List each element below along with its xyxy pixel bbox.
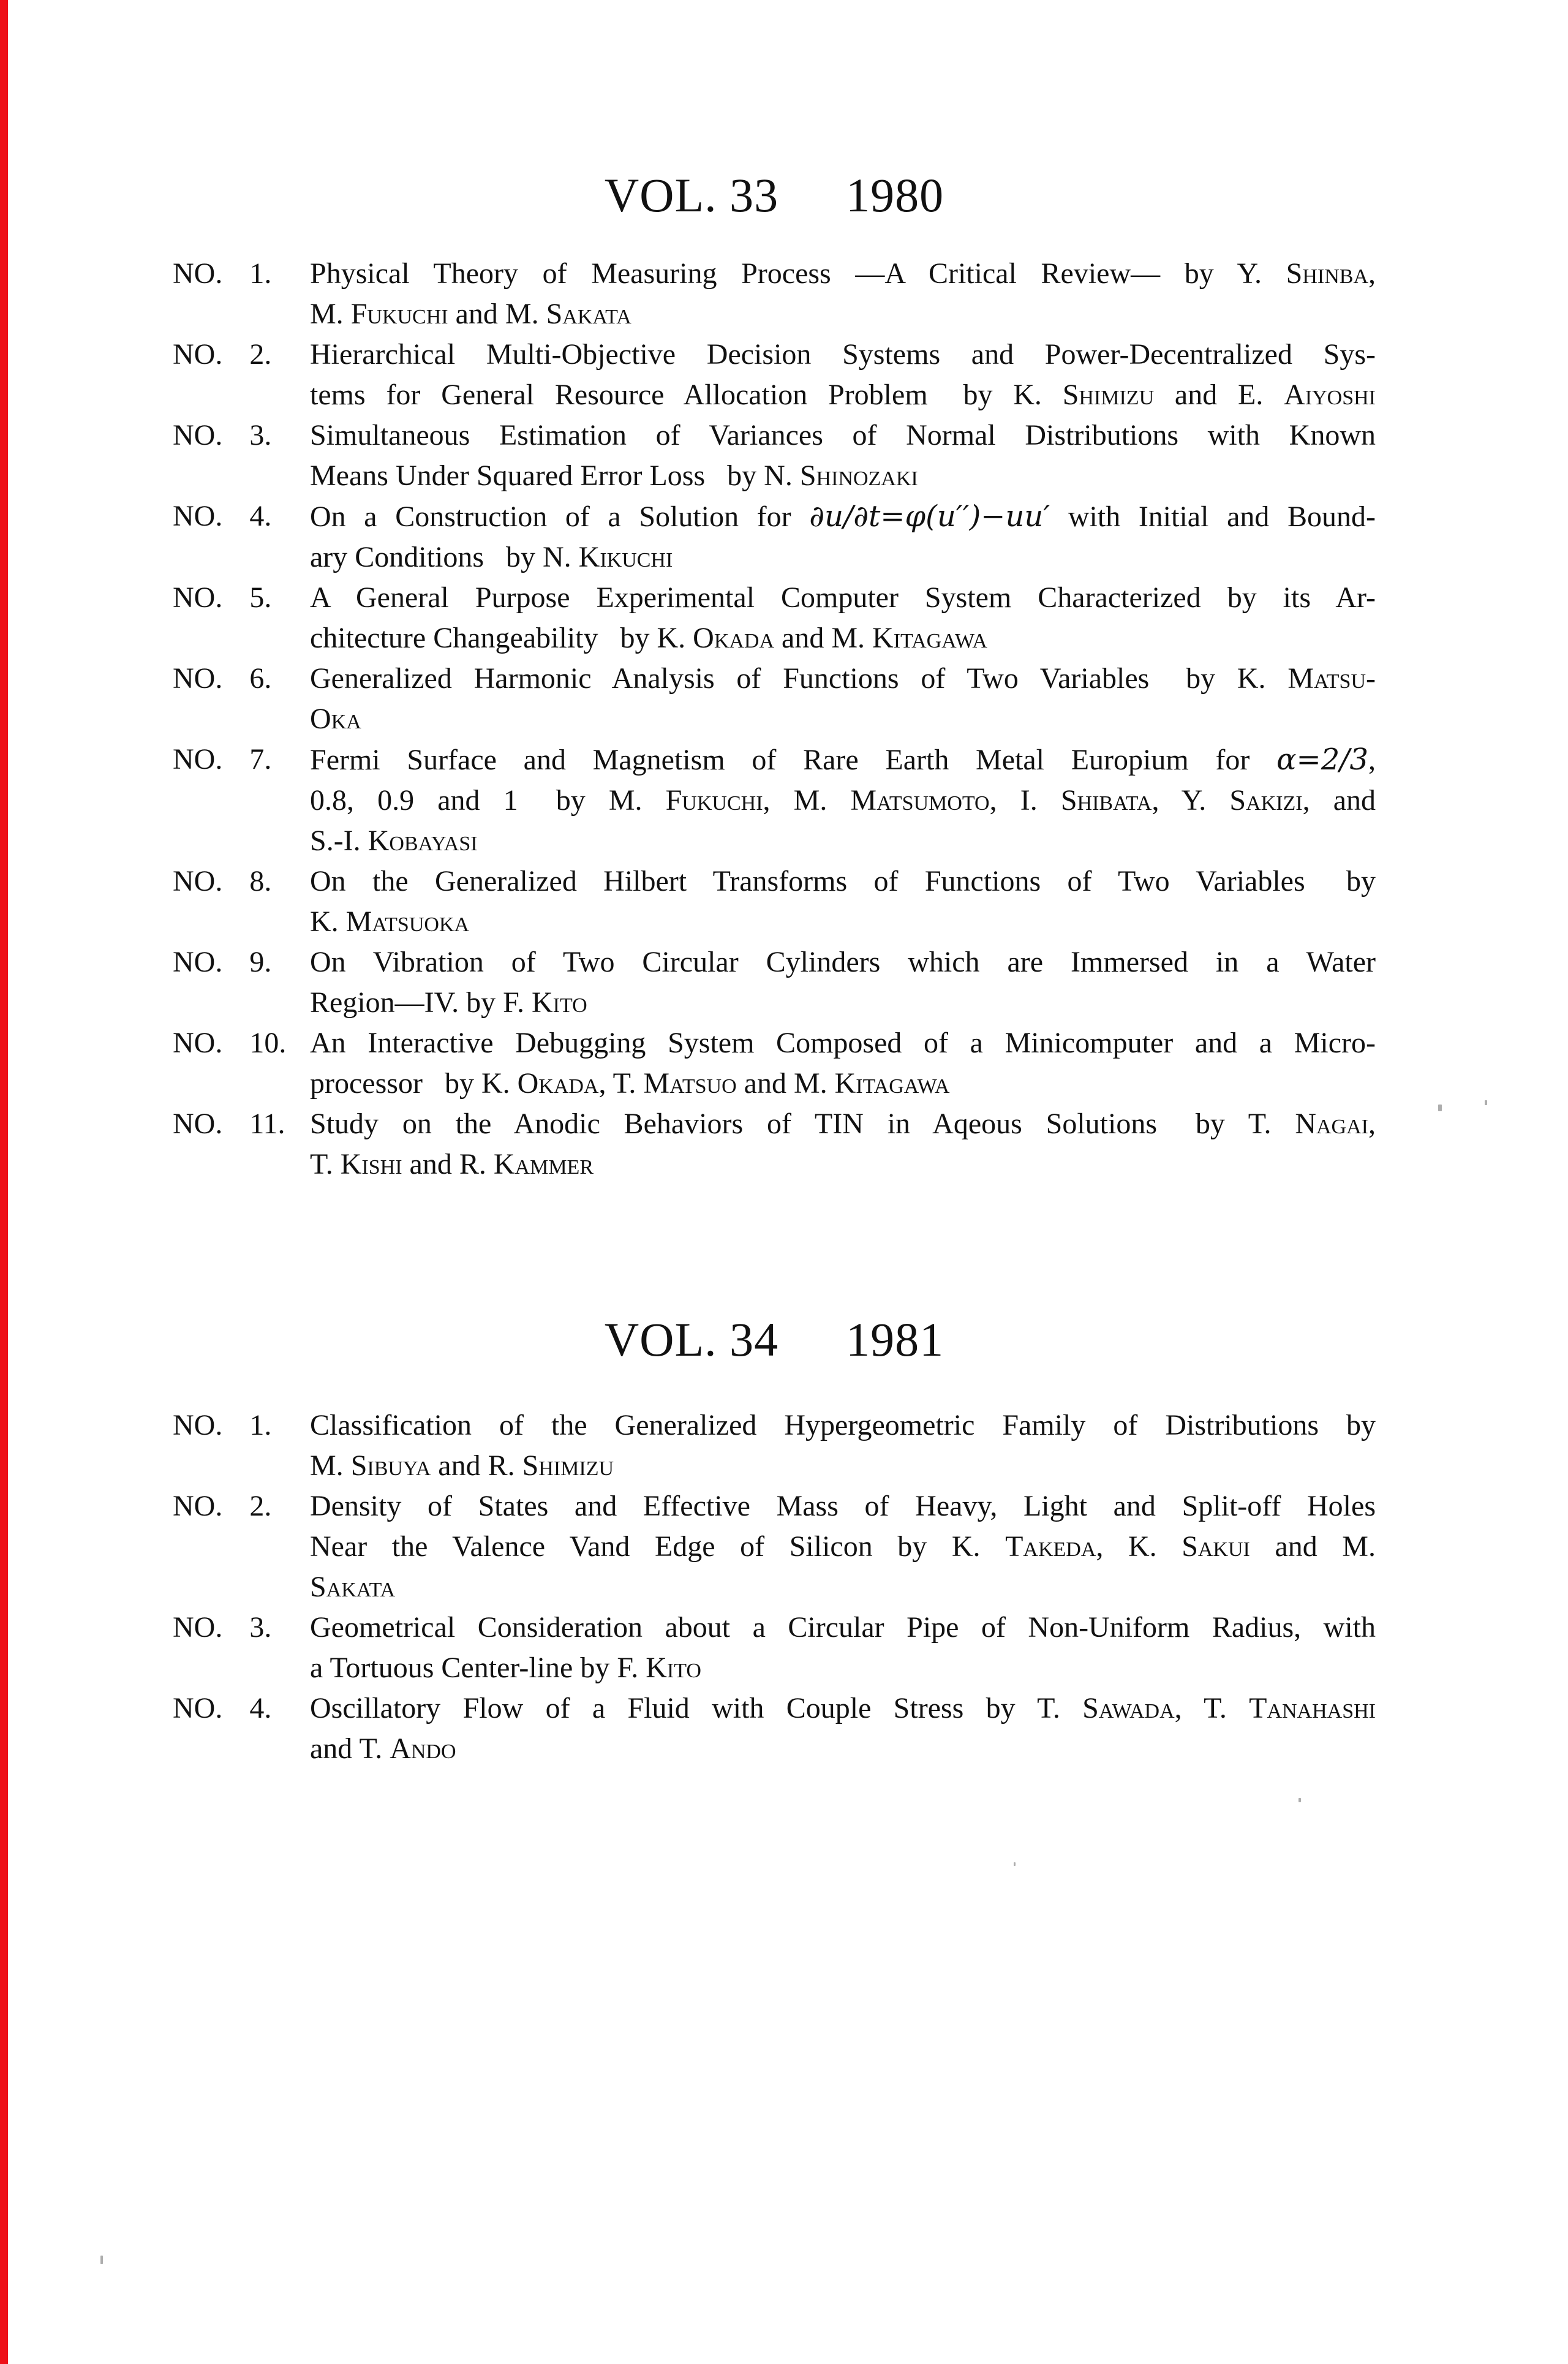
entry-no-label: NO. [173, 1490, 223, 1522]
entry-row [173, 942, 1376, 1023]
entry-title [310, 496, 1376, 578]
author-name: Kitagawa [834, 1067, 950, 1100]
toc-line [310, 294, 1376, 334]
entry-no-label: NO. [173, 1611, 223, 1644]
toc-line [310, 1729, 1376, 1769]
text-segment: processor by K. [310, 1067, 518, 1100]
author-name: Nagai [1295, 1108, 1368, 1140]
entry-row [173, 334, 1376, 415]
entry-number [173, 1688, 310, 1729]
text-segment: and R. [402, 1148, 494, 1180]
vol33-heading [173, 170, 1376, 221]
entry-title [310, 659, 1376, 739]
toc-line [310, 1486, 1376, 1527]
text-segment: Geometrical Consideration about a Circular Pipe of Non-Uniform Radius, with [310, 1611, 1376, 1644]
text-segment: , I. [989, 784, 1061, 817]
text-segment: , K. [1096, 1530, 1182, 1563]
toc-line [310, 861, 1376, 902]
entry-no-label: NO. [173, 419, 223, 451]
author-name: Shimizu [1062, 379, 1155, 411]
entry-number [173, 942, 310, 983]
entry-no-value: 1. [249, 1409, 272, 1441]
text-segment: and M. [448, 298, 546, 330]
toc-line [310, 821, 1376, 861]
toc-line [310, 1607, 1376, 1648]
text-segment: , [1368, 257, 1376, 290]
toc-line [310, 739, 1376, 780]
text-segment: and T. [310, 1732, 390, 1765]
toc-line [310, 780, 1376, 821]
scan-speck [1485, 1100, 1487, 1105]
toc-line [310, 1446, 1376, 1486]
entry-number [173, 415, 310, 456]
toc-line [310, 699, 1376, 739]
entry-no-label: NO. [173, 946, 223, 978]
entry-number [173, 1486, 310, 1527]
author-name: Fukuchi [350, 298, 448, 330]
toc-line [310, 1527, 1376, 1567]
text-segment: Density of States and Effective Mass of Heavy, Light and Split-off Holes [310, 1490, 1376, 1522]
text-segment: and M. [1250, 1530, 1376, 1563]
author-name: Kishi [340, 1148, 402, 1180]
entry-title [310, 254, 1376, 334]
entry-no-value: 11. [249, 1108, 285, 1140]
entry-no-label: NO. [173, 1027, 223, 1059]
toc-line [310, 496, 1376, 537]
toc-content [173, 0, 1376, 1769]
toc-line [310, 1104, 1376, 1144]
author-name: Kobayasi [368, 825, 478, 857]
author-name: Okada [693, 622, 775, 654]
toc-line [310, 1648, 1376, 1688]
entry-title [310, 861, 1376, 942]
author-name: Okada [517, 1067, 599, 1100]
entry-no-label: NO. [173, 581, 223, 614]
entry-no-label: NO. [173, 257, 223, 290]
entry-title [310, 1104, 1376, 1185]
text-segment: and R. [431, 1449, 522, 1482]
author-name: Shibata [1060, 784, 1152, 817]
author-name: Matsumoto [850, 784, 990, 817]
entry-row [173, 739, 1376, 861]
entry-number [173, 578, 310, 618]
author-name: Kito [531, 986, 587, 1019]
entry-row [173, 1023, 1376, 1104]
entry-no-value: 7. [249, 743, 272, 776]
author-name: Fukuchi [665, 784, 763, 817]
text-segment: A General Purpose Experimental Computer System Characterized by its Ar- [310, 581, 1376, 614]
text-segment: M. [310, 1449, 351, 1482]
text-segment: , T. [1174, 1692, 1250, 1724]
entry-row [173, 1405, 1376, 1486]
entry-no-value: 2. [249, 1490, 272, 1522]
author-name: Sakata [546, 298, 631, 330]
entry-no-value: 6. [249, 662, 272, 695]
entry-title [310, 1023, 1376, 1104]
scan-speck [1438, 1105, 1442, 1111]
entry-no-value: 5. [249, 581, 272, 614]
toc-line [310, 1144, 1376, 1185]
entry-no-value: 10. [249, 1027, 287, 1059]
entry-title [310, 578, 1376, 659]
entry-row [173, 1104, 1376, 1185]
text-segment: An Interactive Debugging System Composed of a Minicomputer and a Micro- [310, 1027, 1376, 1059]
text-segment: and E. [1154, 379, 1284, 411]
author-name: Matsuo [643, 1067, 737, 1100]
toc-line [310, 578, 1376, 618]
text-segment: chitecture Changeability by K. [310, 622, 693, 654]
entry-row [173, 659, 1376, 739]
entry-no-label: NO. [173, 743, 223, 776]
text-segment: Oscillatory Flow of a Fluid with Couple Stress by T. [310, 1692, 1083, 1724]
entry-number [173, 254, 310, 294]
toc-line [310, 334, 1376, 375]
entry-title [310, 942, 1376, 1023]
author-name: Ando [390, 1732, 456, 1765]
entry-number [173, 1607, 310, 1648]
entry-title [310, 1405, 1376, 1486]
entry-no-label: NO. [173, 500, 223, 532]
entry-row [173, 1688, 1376, 1769]
text-segment: Region—IV. by F. [310, 986, 532, 1019]
text-segment: On the Generalized Hilbert Transforms of Functions of Two Variables by [310, 865, 1376, 897]
entry-row [173, 578, 1376, 659]
text-segment: T. [310, 1148, 341, 1180]
author-name: Oka [310, 703, 361, 735]
toc-line [310, 618, 1376, 659]
entry-number [173, 496, 310, 537]
text-segment: with Initial and Bound- [1050, 500, 1376, 533]
text-segment: Means Under Squared Error Loss by N. [310, 459, 800, 492]
entry-no-label: NO. [173, 1108, 223, 1140]
entry-row [173, 861, 1376, 942]
text-segment: Generalized Harmonic Analysis of Functions of Two Variables by K. [310, 662, 1288, 695]
toc-line [310, 254, 1376, 294]
author-name: Shinozaki [799, 459, 918, 492]
toc-line [310, 537, 1376, 578]
entry-no-label: NO. [173, 1692, 223, 1724]
toc-line [310, 659, 1376, 699]
author-name: Kitagawa [872, 622, 987, 654]
entry-title [310, 334, 1376, 415]
entry-title [310, 1486, 1376, 1607]
text-segment: , and [1302, 784, 1376, 817]
math-expression: ∂u/∂t=φ(u′′)−uu′ [809, 499, 1050, 534]
author-name: Sibuya [350, 1449, 431, 1482]
text-segment: tems for General Resource Allocation Problem by K. [310, 379, 1063, 411]
entry-no-value: 3. [249, 419, 272, 451]
author-name: Kammer [493, 1148, 594, 1180]
toc-line [310, 983, 1376, 1023]
vol34-label: VOL. 34 [604, 1313, 779, 1366]
entry-title [310, 1607, 1376, 1688]
entry-number [173, 1405, 310, 1446]
author-name: Matsu- [1287, 662, 1376, 695]
author-name: Sawada [1082, 1692, 1175, 1724]
entry-row [173, 254, 1376, 334]
author-name: Kikuchi [578, 541, 673, 573]
toc-line [310, 1688, 1376, 1729]
entry-title [310, 739, 1376, 861]
text-segment: , T. [598, 1067, 644, 1100]
toc-line [310, 902, 1376, 942]
toc-line [310, 942, 1376, 983]
text-segment: On Vibration of Two Circular Cylinders which are Immersed in a Water [310, 946, 1376, 978]
toc-line [310, 1023, 1376, 1063]
entry-number [173, 861, 310, 902]
text-segment: and M. [774, 622, 873, 654]
scan-edge-stripe [0, 0, 8, 2364]
text-segment: Fermi Surface and Magnetism of Rare Earth Metal Europium for [310, 744, 1277, 776]
entry-no-value: 9. [249, 946, 272, 978]
text-segment: S.-I. [310, 825, 368, 857]
toc-line [310, 1567, 1376, 1607]
entry-no-label: NO. [173, 1409, 223, 1441]
author-name: Aiyoshi [1284, 379, 1376, 411]
author-name: Shinba [1286, 257, 1368, 290]
math-expression: α=2/3 [1276, 742, 1368, 777]
entry-title [310, 1688, 1376, 1769]
entry-number [173, 1104, 310, 1144]
vol34-year: 1981 [846, 1313, 944, 1366]
text-segment: Simultaneous Estimation of Variances of Normal Distributions with Known [310, 419, 1376, 451]
author-name: Takeda [1005, 1530, 1096, 1563]
text-segment: M. [310, 298, 351, 330]
entry-number [173, 659, 310, 699]
vol33-label: VOL. 33 [604, 168, 779, 222]
author-name: Sakui [1182, 1530, 1250, 1563]
text-segment: and M. [736, 1067, 835, 1100]
text-segment: , [1368, 1108, 1376, 1140]
text-segment: Classification of the Generalized Hypergeometric Family of Distributions by [310, 1409, 1376, 1441]
toc-line [310, 1063, 1376, 1104]
text-segment: K. [310, 905, 346, 938]
toc-line [310, 415, 1376, 456]
entry-no-value: 1. [249, 257, 272, 290]
entry-no-label: NO. [173, 338, 223, 371]
text-segment: Physical Theory of Measuring Process —A Critical Review— by Y. [310, 257, 1286, 290]
scan-speck [1014, 1862, 1016, 1866]
entry-no-value: 4. [249, 1692, 272, 1724]
entry-row [173, 496, 1376, 578]
text-segment: Hierarchical Multi-Objective Decision Systems and Power-Decentralized Sys- [310, 338, 1376, 371]
text-segment: Near the Valence Vand Edge of Silicon by K. [310, 1530, 1006, 1563]
author-name: Shimizu [522, 1449, 614, 1482]
toc-line [310, 1405, 1376, 1446]
author-name: Tanahashi [1249, 1692, 1376, 1724]
author-name: Sakizi [1229, 784, 1303, 817]
entry-no-label: NO. [173, 865, 223, 897]
entry-number [173, 1023, 310, 1063]
vol34-heading [173, 1315, 1376, 1365]
text-segment: , [1368, 744, 1376, 776]
text-segment: Study on the Anodic Behaviors of TIN in Aqeous Solutions by T. [310, 1108, 1295, 1140]
entry-row [173, 415, 1376, 496]
vol33-year: 1980 [846, 168, 944, 222]
scan-speck [1298, 1798, 1301, 1802]
entry-number [173, 739, 310, 780]
entry-no-value: 8. [249, 865, 272, 897]
text-segment: a Tortuous Center-line by F. [310, 1652, 646, 1684]
entry-row [173, 1607, 1376, 1688]
entry-no-label: NO. [173, 662, 223, 695]
entry-number [173, 334, 310, 375]
vol34-entries [173, 1405, 1376, 1769]
author-name: Matsuoka [345, 905, 470, 938]
vol33-entries [173, 254, 1376, 1185]
text-segment: , M. [763, 784, 851, 817]
entry-no-value: 4. [249, 500, 272, 532]
entry-no-value: 2. [249, 338, 272, 371]
toc-line [310, 456, 1376, 496]
toc-line [310, 375, 1376, 415]
text-segment: 0.8, 0.9 and 1 by M. [310, 784, 666, 817]
text-segment: ary Conditions by N. [310, 541, 579, 573]
scan-speck [100, 2256, 103, 2264]
author-name: Sakata [310, 1571, 396, 1603]
entry-row [173, 1486, 1376, 1607]
entry-no-value: 3. [249, 1611, 272, 1644]
text-segment: , Y. [1152, 784, 1230, 817]
entry-title [310, 415, 1376, 496]
text-segment: On a Construction of a Solution for [310, 500, 810, 533]
author-name: Kito [646, 1652, 701, 1684]
